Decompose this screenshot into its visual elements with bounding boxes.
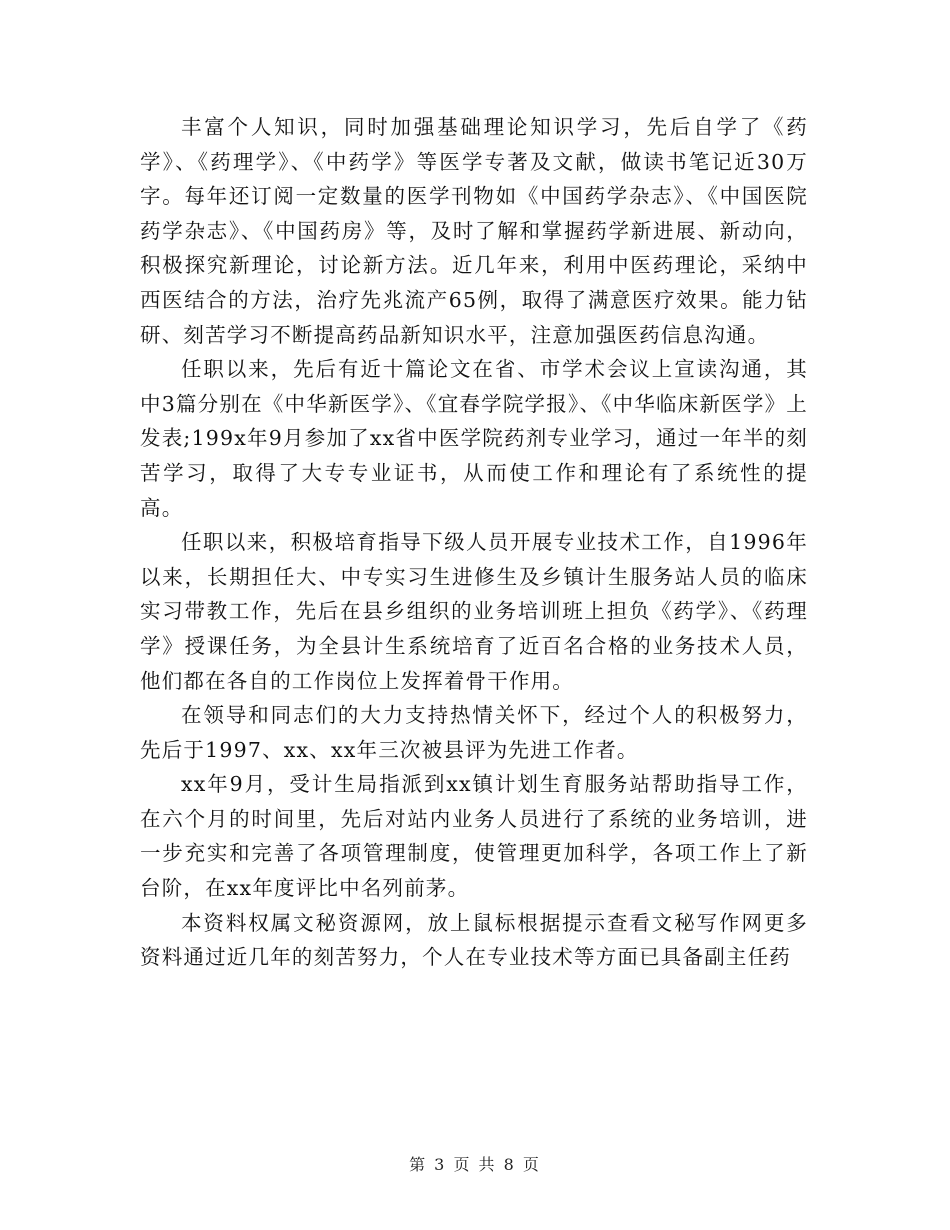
paragraph-1: 丰富个人知识，同时加强基础理论知识学习，先后自学了《药学》、《药理学》、《中药学》等医学专著及文献，做读书笔记近30万字。每年还订阅一定数量的医学刊物如《中国药学杂志》、《中国医院药学杂志》、《中国药房》等，及时了解和掌握药学新进展、新动向，积极探究新理论，讨论新方法。近几年来，利用中医药理论，采纳中西医结合的方法，治疗先兆流产65例，取得了满意医疗效果。能力钻研、刻苦学习不断提高药品新知识水平，注意加强医药信息沟通。 xyxy=(140,115,808,347)
paragraph-5: xx年9月，受计生局指派到xx镇计划生育服务站帮助指导工作，在六个月的时间里，先后对站内业务人员进行了系统的业务培训，进一步充实和完善了各项管理制度，使管理更加科学，各项工作上了新台阶，在xx年度评比中名列前茅。 xyxy=(140,772,808,901)
paragraph-6: 本资料权属文秘资源网，放上鼠标根据提示查看文秘写作网更多资料通过近几年的刻苦努力，个人在专业技术等方面已具备副主任药 xyxy=(140,910,808,970)
page-number-footer: 第 3 页 共 8 页 xyxy=(409,1155,541,1174)
paragraph-2: 任职以来，先后有近十篇论文在省、市学术会议上宣读沟通，其中3篇分别在《中华新医学》、《宜春学院学报》、《中华临床新医学》上发表;199x年9月参加了xx省中医学院药剂专业学习，通过一年半的刻苦学习，取得了大专专业证书，从而使工作和理论有了系统性的提高。 xyxy=(140,357,808,520)
document-body xyxy=(140,110,808,975)
paragraph-3: 任职以来，积极培育指导下级人员开展专业技术工作，自1996年以来，长期担任大、中专实习生进修生及乡镇计生服务站人员的临床实习带教工作，先后在县乡组织的业务培训班上担负《药学》、《药理学》授课任务，为全县计生系统培育了近百名合格的业务技术人员，他们都在各自的工作岗位上发挥着骨干作用。 xyxy=(140,530,808,693)
paragraph-4: 在领导和同志们的大力支持热情关怀下，经过个人的积极努力，先后于1997、xx、xx年三次被县评为先进工作者。 xyxy=(140,703,808,762)
